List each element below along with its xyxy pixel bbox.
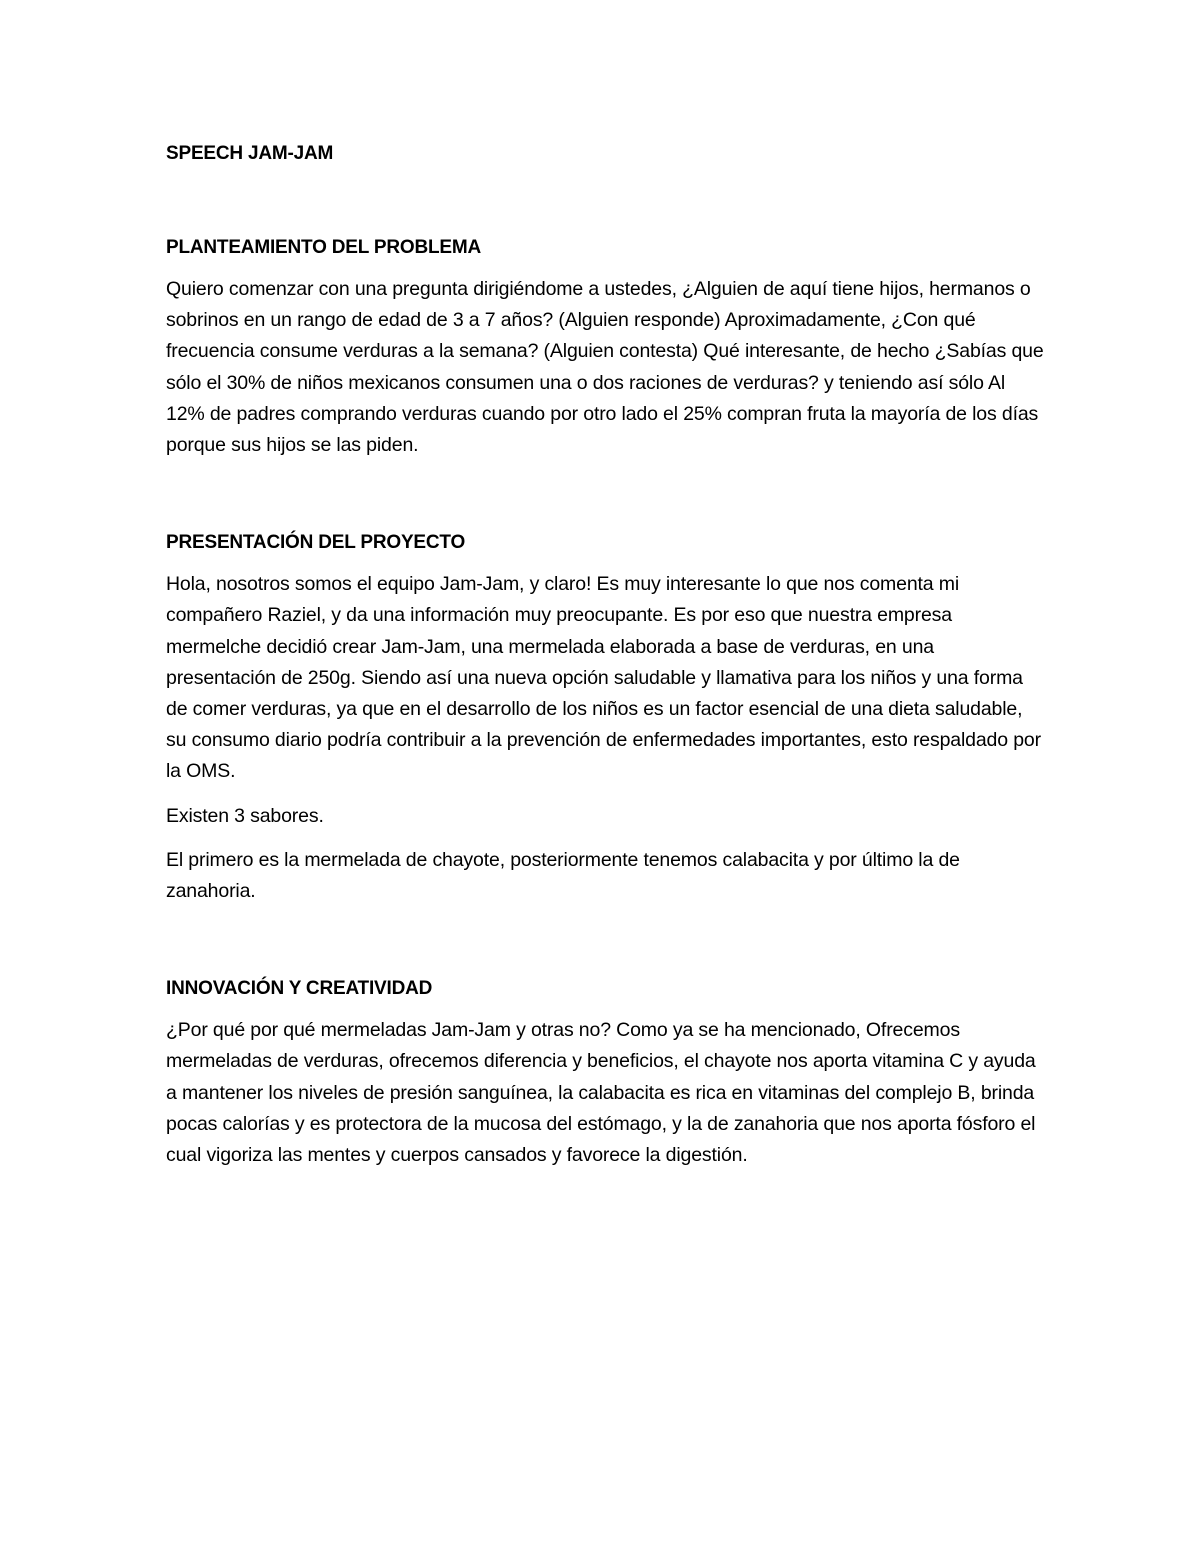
- section-paragraph: Quiero comenzar con una pregunta dirigiéndome a ustedes, ¿Alguien de aquí tiene hijos, hermanos o sobrinos en un rango de edad de 3 a 7 años? (Alguien responde) Aproximadamente, ¿Con qué frecuencia consume verduras a la semana? (Alguien contesta) Qué interesante, de hecho ¿Sabías que sólo el 30% de niños mexicanos consumen una o dos raciones de verduras? y teniendo así sólo Al 12% de padres comprando verduras cuando por otro lado el 25% compran fruta la mayoría de los días porque sus hijos se las piden.: [166, 278, 1044, 457]
- section-paragraph: Hola, nosotros somos el equipo Jam-Jam, y claro! Es muy interesante lo que nos comenta mi compañero Raziel, y da una información muy preocupante. Es por eso que nuestra empresa mermelche decidió crear Jam-Jam, una mermelada elaborada a base de verduras, en una presentación de 250g. Siendo así una nueva opción saludable y llamativa para los niños y una forma de comer verduras, ya que en el desarrollo de los niños es un factor esencial de una dieta saludable, su consumo diario podría contribuir a la prevención de enfermedades importantes, esto respaldado por la OMS.: [166, 573, 1041, 783]
- section-paragraph: ¿Por qué por qué mermeladas Jam-Jam y otras no? Como ya se ha mencionado, Ofrecemos mermeladas de verduras, ofrecemos diferencia y beneficios, el chayote nos aporta vitamina C y ayuda a mantener los niveles de presión sanguínea, la calabacita es rica en vitaminas del complejo B, brinda pocas calorías y es protectora de la mucosa del estómago, y la de zanahoria que nos aporta fósforo el cual vigoriza las mentes y cuerpos cansados y favorece la digestión.: [166, 1019, 1036, 1167]
- document-title: SPEECH JAM-JAM: [166, 143, 334, 164]
- document-body: [166, 142, 1046, 1171]
- section-heading-presentacion: PRESENTACIÓN DEL PROYECTO: [166, 532, 466, 554]
- section-heading-innovacion: INNOVACIÓN Y CREATIVIDAD: [166, 978, 433, 1000]
- section-heading-planteamiento: PLANTEAMIENTO DEL PROBLEMA: [166, 237, 481, 258]
- section-paragraph: Existen 3 sabores.: [166, 804, 324, 827]
- section-paragraph: El primero es la mermelada de chayote, posteriormente tenemos calabacita y por último la de zanahoria.: [166, 848, 960, 903]
